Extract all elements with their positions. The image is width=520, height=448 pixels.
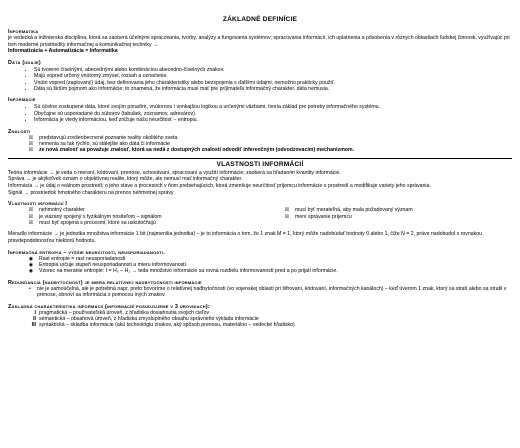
roman-numeral: I [34, 309, 36, 316]
section-heading-entropia: Informačná entropia – vyššie neurčitosti, neusporiadanosti. [8, 249, 165, 256]
section-heading-znalosti: Znalosti [8, 128, 31, 135]
list-item: • Sú účelne zoskupené dáta, ktoré svojím poradím, vnútornou i vonkajšou logikou a určenými väzbami, tvoria základ pre potreby informačného systému. [34, 104, 512, 110]
list-item-text: nehmotný charakter [39, 207, 85, 214]
radio-mark-icon: ◉ [28, 255, 34, 262]
radio-mark-icon: ◉ [28, 268, 34, 275]
list-item-text: Vzorec na meranie entropie: I = H₀ – H₁ → teda množstvo informácie sa rovná rozdielu informovanosti pred a po prijatí informácie. [39, 268, 338, 275]
list-item-text: musí byť merateľná, aby mala požadovaný význam [295, 207, 413, 214]
list-item-text: syntaktická – skladba informácie (akú technológiu znakov, aký spôsob prenosu, materiálno – vedecké hľadisko) [39, 322, 295, 329]
list-item [26, 286, 512, 299]
divider [8, 158, 512, 159]
list-item-text: predstavujú zovšeobecnené poznanie reality okolitého sveta [39, 134, 178, 141]
page-title: ZÁKLADNÉ DEFINÍCIE [222, 16, 298, 23]
sprava-definition: Správa → je akýkoľvek oznam o objektívnej realite, ktorý môže, ale nemusí mať informačný charakter. [8, 176, 243, 183]
meradlo-informacie: Meradlo informácie → je jednotka množstva informácie 1 bit (najmenšia jednotka) – je to informácia o tom, že 1 znak M = 1, ktorý môže nadobúdať hodnoty 0 alebo 1, čiže N = 2, práve nadobudol s rovnakou pravdepodobnosťou niektorú hodnotu. [8, 231, 482, 245]
section-heading-vlastnosti: Vlastnosti informácií I [8, 201, 68, 208]
vlastnosti-grid [26, 207, 512, 226]
list-item: • Majú vopred určený vnútorný zmysel, rozsah a označenie. [34, 73, 512, 79]
list-item [26, 322, 512, 328]
list-item [26, 220, 276, 226]
redundancia-list [26, 286, 512, 299]
section-heading-informatika: Informatika [8, 29, 39, 35]
list-item-text: Entropia určuje stupeň neusporiadanosti a mieru informovanosti. [39, 262, 188, 269]
checkbox-mark-icon: ☒ [28, 213, 34, 220]
list-item-text: nemenia sa tak rýchlo, sú stálejšie ako dáta či informácie [39, 141, 170, 148]
section-title-vlastnosti: VLASTNOSTI INFORMÁCIÍ [216, 160, 304, 168]
data-list [8, 67, 512, 93]
list-item-text: Rast entropie = rast neusporiadanosti [39, 255, 126, 262]
vlastnosti-left-col [26, 207, 276, 226]
section-heading-redundancia: Redundancia (nadbytočnosť) je miera relatívnej nadbytočnosti informácie [8, 279, 202, 286]
list-item-text: ze nová znalosť sa považuje znalosť, ktorá sa nedá z dostupných znalostí odvodiť inferenčným (odvodzovacím) mechanizmom. [39, 147, 355, 154]
list-item-text: musí byť spojená s procesmi, ktoré sa uskutočňujú [39, 220, 156, 227]
checkbox-mark-icon: ☒ [28, 134, 34, 141]
roman-numeral: II [33, 316, 36, 323]
roman-numeral: III [31, 322, 36, 329]
signal-definition: Signál → prostriedok hmotného charakteru na prenos nehmotnej správy [8, 189, 174, 196]
list-item-text: mení správanie príjemcu [295, 213, 352, 220]
entropia-list [26, 256, 512, 275]
bullet-icon: • [29, 285, 31, 292]
informacia-definition: Informácia → je údaj o reálnom prostredí; o jeho stave a procesoch v ňom prebiehajúcich, ktorá zmenšuje neurčitosť príjemcu informácie o prostredí a modifikuje variety jeho správania. [8, 183, 431, 190]
teoria-informacie: Teória informácie → je veda o meraní, kódovaní, prenose, uchovávaní, spracovaní a využití informácie; zaoberá sa hľadaním kvantity informácie. [8, 169, 341, 176]
section-heading-data: Dáta (údaje) [8, 59, 41, 66]
list-item-text: nie je samoúčelná, ale je potrebná napr. preto hovoríme o relatívnej nadbytočnosti (vo vojenskej oblasti pri šifrovaní, kódovaní, informačných kanáloch) – keď úverom 1 znak, ktorý sa stratí alebo sa stratil v prenose, obnoví sa informácia s pomocou iných znakov. [36, 285, 507, 299]
informatika-formula: Informatizácia + Automatizácia = Informatika [8, 48, 118, 55]
list-item [26, 268, 512, 274]
list-item: • Sú tvorené číselnými, abecednými alebo kombináciou abecedno-číselných znakov. [34, 67, 512, 73]
section-heading-zakladna: Základná charakteristika informácií (informácie posudzujeme v 3 úrovniach): [8, 303, 210, 310]
informatika-definition: je vedecká a inžinierska disciplína, ktorá sa zaoberá účelnými spracovania, tvorby, analýzy a fungovania systémov; spracovania informácií, ich uplatnenia a pôsobenia v rôznych oblastiach ľudskej činnosti, využívajúc pri tom moderné prostriedky informačnej a komunikačnej techniky → [8, 35, 510, 48]
list-item [282, 214, 512, 220]
checkbox-mark-icon: ☒ [28, 141, 34, 148]
checkbox-mark-icon: ☒ [28, 207, 34, 214]
vlastnosti-right-col [282, 207, 512, 226]
zakladna-list [26, 310, 512, 329]
checkbox-mark-icon: ☒ [284, 213, 290, 220]
list-item: • Dáta sú širším pojmom ako informácie; to znamená, že informácia musí mať pre príjímateľa informačný charakter, dáta nemusia. [34, 86, 512, 92]
list-item-text: je viazaný spojený s fyzikálnym nositeľom – signálom [39, 213, 162, 220]
checkbox-mark-icon: ☒ [28, 220, 34, 227]
section-heading-informacie: Informácie [8, 97, 36, 104]
list-item: • Vnútri vopred (zaplovaný) údaj, bez definovania jeho charakteristiky alebo bezspojenia s ďalšími údajmi, nemožno prakticky použiť. [34, 80, 512, 86]
list-item [26, 147, 512, 153]
radio-mark-icon: ◉ [28, 262, 34, 269]
list-item: • Obyčajne sú usporiadané do súborov (tabuliek, zoznamov, adresárov). [34, 111, 512, 117]
znalosti-list [26, 135, 512, 154]
list-item-text: pragmatická – používateľská úroveň, z hľadiska dosiahnutia svojich cieľov [39, 309, 210, 316]
checkbox-mark-icon: ☒ [284, 207, 290, 214]
list-item-text: sémantická – obsahová úroveň, z hľadiska zmysluplného obsahu správneho výkladu informácie [39, 316, 259, 323]
checkbox-mark-icon: ☒ [28, 147, 34, 154]
list-item: • Informácia je vtedy informáciou, keď znižuje našu neurčitosť – entropiu. [34, 117, 512, 123]
informacie-list [8, 104, 512, 123]
